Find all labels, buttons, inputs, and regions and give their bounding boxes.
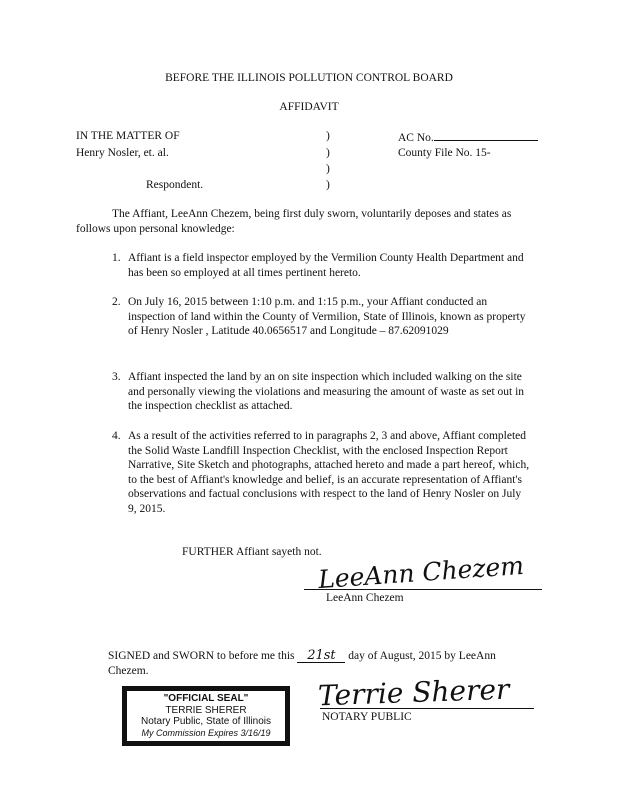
signature-line — [304, 589, 542, 590]
paragraph-text: As a result of the activities referred to in paragraphs 2, 3 and above, Affiant completed the Solid Waste Landfill Inspection Checklist, with the enclosed Inspection Report Narrative, Site Sketch and photographs, attached hereto and made a part hereof, which, to the best of Affiant's knowledge and belief, is an accurate representation of Affiant's observations and factual conclusions with respect to the land of Henry Nosler on July 9, 2015. — [128, 430, 530, 515]
paragraph-text: Affiant inspected the land by an on site inspection which included walking on the site and personally viewing the violations and measuring the amount of waste as set out in the inspection checklist as attached. — [128, 371, 525, 413]
notary-signature: Terrie Sherer — [317, 672, 510, 713]
seal-expiration: My Commission Expires 3/16/19 — [141, 727, 271, 738]
paragraph-number: 1. — [112, 252, 121, 264]
paragraph-number: 2. — [112, 296, 121, 308]
notary-signature-line — [320, 708, 534, 709]
further-statement: FURTHER Affiant sayeth not. — [182, 546, 322, 558]
affiant-printed-name: LeeAnn Chezem — [326, 592, 404, 604]
sworn-statement — [108, 649, 496, 663]
respondent-label: Respondent. — [146, 179, 204, 191]
ac-number-field — [398, 129, 538, 145]
intro-paragraph: The Affiant, LeeAnn Chezem, being first duly sworn, voluntarily deposes and states as follows upon personal knowledge: — [76, 208, 512, 235]
sworn-day: 21st — [297, 650, 345, 663]
caption-paren: ) — [326, 179, 330, 191]
affiant-signature: LeeAnn Chezem — [317, 550, 525, 595]
caption-paren: ) — [326, 163, 330, 175]
document-title: AFFIDAVIT — [279, 101, 339, 113]
ac-number-blank — [434, 129, 538, 141]
respondent-name: Henry Nosler, et. al. — [76, 147, 169, 159]
board-heading: BEFORE THE ILLINOIS POLLUTION CONTROL BOARD — [165, 72, 453, 84]
sworn-before-text: SIGNED and SWORN to before me this — [108, 650, 295, 662]
paragraph-text: On July 16, 2015 between 1:10 p.m. and 1:15 p.m., your Affiant conducted an inspection of land within the County of Vermilion, State of Illinois, known as property of Henry Nosler , Latitude 40.0656517 and Longitude – 87.62091029 — [128, 296, 526, 338]
matter-label: IN THE MATTER OF — [76, 130, 180, 142]
notary-label: NOTARY PUBLIC — [322, 711, 412, 723]
paragraph-number: 3. — [112, 371, 121, 383]
caption-paren: ) — [326, 130, 330, 142]
seal-title: "OFFICIAL SEAL" — [163, 693, 249, 704]
official-seal-stamp — [122, 686, 290, 746]
paragraph-text: Affiant is a field inspector employed by the Vermilion County Health Department and has been so employed at all times pertinent hereto. — [128, 252, 524, 279]
caption-paren: ) — [326, 147, 330, 159]
seal-state: Notary Public, State of Illinois — [140, 716, 272, 727]
sworn-after-text: day of August, 2015 by LeeAnn — [348, 650, 496, 662]
ac-number-label: AC No. — [398, 132, 434, 144]
sworn-line-2: Chezem. — [108, 665, 149, 677]
seal-name: TERRIE SHERER — [165, 704, 247, 716]
county-file-number: County File No. 15- — [398, 147, 491, 159]
paragraph-number: 4. — [112, 430, 121, 442]
